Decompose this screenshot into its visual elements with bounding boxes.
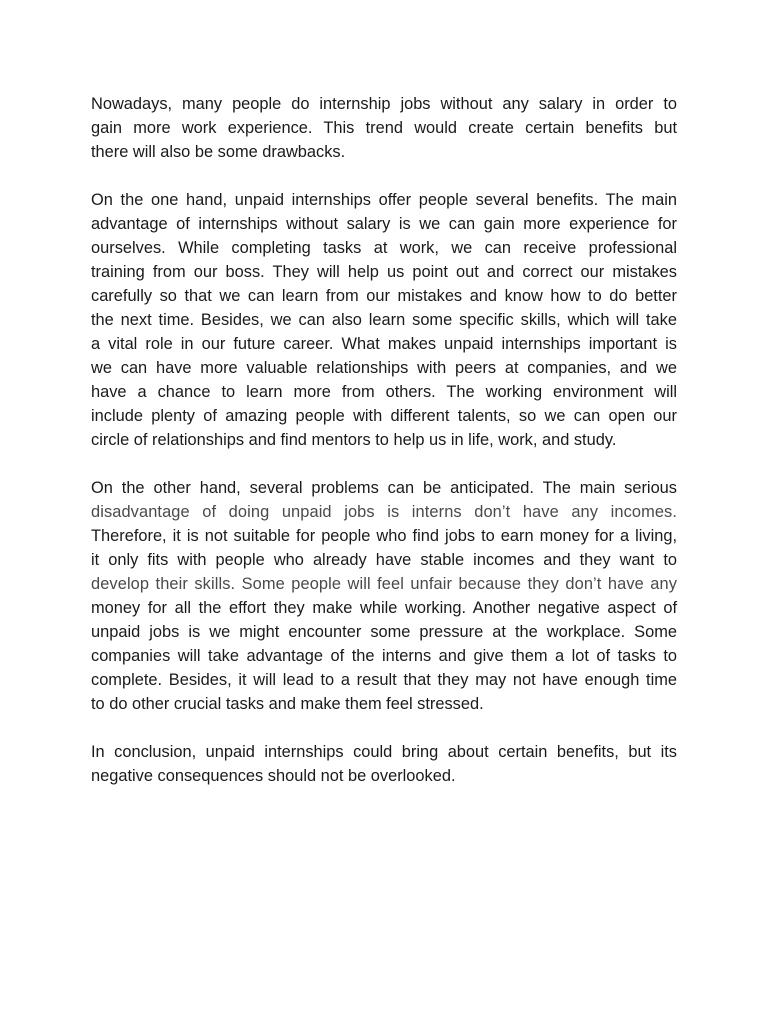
text-line: carefully so that we can learn from our mistakes and know how to do better: [91, 287, 677, 305]
text-line: money for all the effort they make while working. Another negative aspect of: [91, 599, 677, 617]
paragraph-benefits: [91, 188, 677, 452]
text-line: circle of relationships and find mentors to help us in life, work, and study.: [91, 431, 617, 449]
text-line: develop their skills. Some people will feel unfair because they don’t have any: [91, 575, 677, 593]
text-line: companies will take advantage of the interns and give them a lot of tasks to: [91, 647, 677, 665]
text-line: have a chance to learn more from others. The working environment will: [91, 383, 677, 401]
text-line: to do other crucial tasks and make them feel stressed.: [91, 695, 484, 713]
paragraph-drawbacks: [91, 476, 677, 716]
document-page: [91, 92, 677, 812]
text-line: training from our boss. They will help us point out and correct our mistakes: [91, 263, 677, 281]
text-line: Nowadays, many people do internship jobs without any salary in order to: [91, 95, 677, 113]
text-line: include plenty of amazing people with different talents, so we can open our: [91, 407, 677, 425]
text-line: disadvantage of doing unpaid jobs is interns don’t have any incomes.: [91, 503, 677, 521]
text-line: ourselves. While completing tasks at work, we can receive professional: [91, 239, 677, 257]
text-line: complete. Besides, it will lead to a result that they may not have enough time: [91, 671, 677, 689]
text-line: On the other hand, several problems can be anticipated. The main serious: [91, 479, 677, 497]
text-line: gain more work experience. This trend would create certain benefits but: [91, 119, 677, 137]
text-line: In conclusion, unpaid internships could bring about certain benefits, but its: [91, 743, 677, 761]
text-line: the next time. Besides, we can also learn some specific skills, which will take: [91, 311, 677, 329]
text-line: Therefore, it is not suitable for people who find jobs to earn money for a living,: [91, 527, 677, 545]
paragraph-conclusion: [91, 740, 677, 788]
paragraph-introduction: [91, 92, 677, 164]
text-line: a vital role in our future career. What makes unpaid internships important is: [91, 335, 677, 353]
text-line: advantage of internships without salary is we can gain more experience for: [91, 215, 677, 233]
text-line: On the one hand, unpaid internships offer people several benefits. The main: [91, 191, 677, 209]
text-line: it only fits with people who already have stable incomes and they want to: [91, 551, 677, 569]
text-line: there will also be some drawbacks.: [91, 143, 346, 161]
text-line: negative consequences should not be overlooked.: [91, 767, 456, 785]
text-line: we can have more valuable relationships with peers at companies, and we: [91, 359, 677, 377]
text-line: unpaid jobs is we might encounter some pressure at the workplace. Some: [91, 623, 677, 641]
